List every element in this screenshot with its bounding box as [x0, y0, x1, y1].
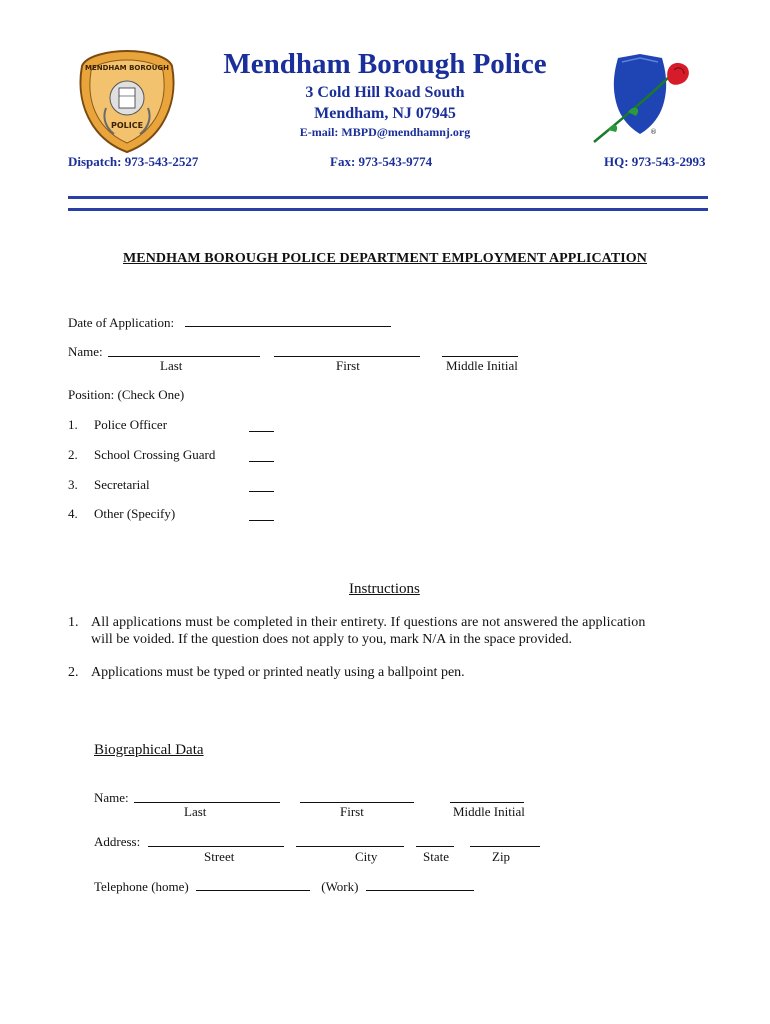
phone-work-label: (Work) — [321, 879, 359, 894]
checkbox-police-officer[interactable] — [249, 419, 274, 432]
bio-last-name-line[interactable] — [134, 790, 280, 803]
address-line-1: 3 Cold Hill Road South — [305, 84, 465, 101]
street-line[interactable] — [148, 834, 284, 847]
bio-middle-initial-line[interactable] — [450, 790, 524, 803]
telephone-row — [94, 878, 474, 895]
biographical-heading: Biographical Data — [94, 742, 204, 758]
phone-home-line[interactable] — [196, 878, 310, 891]
checkbox-other[interactable] — [249, 508, 274, 521]
first-name-line[interactable] — [274, 344, 420, 357]
badge-text-bottom: POLICE — [110, 121, 144, 130]
checkbox-secretarial[interactable] — [249, 479, 274, 492]
street-sublabel: Street — [204, 849, 235, 864]
state-line[interactable] — [416, 834, 454, 847]
badge-text-top: MENDHAM BOROUGH — [84, 64, 170, 72]
bio-middle-initial-sublabel: Middle Initial — [453, 804, 525, 819]
bio-name-label: Name: — [94, 790, 129, 805]
position-num-2: 2. — [68, 447, 78, 462]
state-sublabel: State — [423, 849, 449, 864]
department-title: Mendham Borough Police — [223, 48, 547, 80]
date-label: Date of Application: — [68, 315, 175, 330]
registered-mark: ® — [650, 128, 657, 136]
date-input-line[interactable] — [185, 314, 391, 327]
zip-line[interactable] — [470, 834, 540, 847]
fax-number: Fax: 973-543-9774 — [330, 154, 433, 169]
zip-sublabel: Zip — [492, 849, 511, 864]
phone-home-label: Telephone (home) — [94, 879, 189, 894]
form-title: MENDHAM BOROUGH POLICE DEPARTMENT EMPLOYMENT APPLICATION — [122, 251, 648, 266]
header-rule-top — [68, 196, 708, 199]
position-police-officer: Police Officer — [94, 417, 168, 432]
instruction-1-line-2: will be voided. If the question does not apply to you, mark N/A in the space provided. — [91, 632, 572, 647]
phone-work-line[interactable] — [366, 878, 474, 891]
last-name-line[interactable] — [108, 344, 260, 357]
bio-first-name-line[interactable] — [300, 790, 414, 803]
instruction-num-1: 1. — [68, 615, 79, 630]
instruction-num-2: 2. — [68, 665, 79, 680]
email-line: E-mail: MBPD@mendhamnj.org — [299, 125, 471, 139]
position-label: Position: (Check One) — [68, 387, 185, 402]
name-label: Name: — [68, 344, 103, 359]
middle-initial-line[interactable] — [442, 344, 518, 357]
instruction-2-line-1: Applications must be typed or printed neatly using a ballpoint pen. — [91, 665, 465, 680]
first-sublabel: First — [336, 358, 360, 373]
last-sublabel: Last — [160, 358, 183, 373]
position-num-1: 1. — [68, 417, 78, 432]
hq-phone: HQ: 973-543-2993 — [604, 154, 706, 169]
address-line-2: Mendham, NJ 07945 — [314, 105, 456, 122]
instructions-heading: Instructions — [349, 581, 420, 597]
address-label: Address: — [94, 834, 141, 849]
date-of-application-row — [68, 314, 391, 331]
city-line[interactable] — [296, 834, 404, 847]
bio-last-sublabel: Last — [184, 804, 207, 819]
header-rule-bottom — [68, 208, 708, 211]
position-other: Other (Specify) — [94, 506, 176, 521]
position-num-3: 3. — [68, 477, 78, 492]
city-sublabel: City — [355, 849, 378, 864]
middle-initial-sublabel: Middle Initial — [446, 358, 518, 373]
instruction-1-line-1: All applications must be completed in their entirety. If questions are not answered the application — [91, 615, 646, 630]
dispatch-phone: Dispatch: 973-543-2527 — [68, 154, 199, 169]
position-crossing-guard: School Crossing Guard — [94, 447, 216, 462]
checkbox-crossing-guard[interactable] — [249, 449, 274, 462]
bio-first-sublabel: First — [340, 804, 364, 819]
position-secretarial: Secretarial — [94, 477, 150, 492]
position-num-4: 4. — [68, 506, 78, 521]
